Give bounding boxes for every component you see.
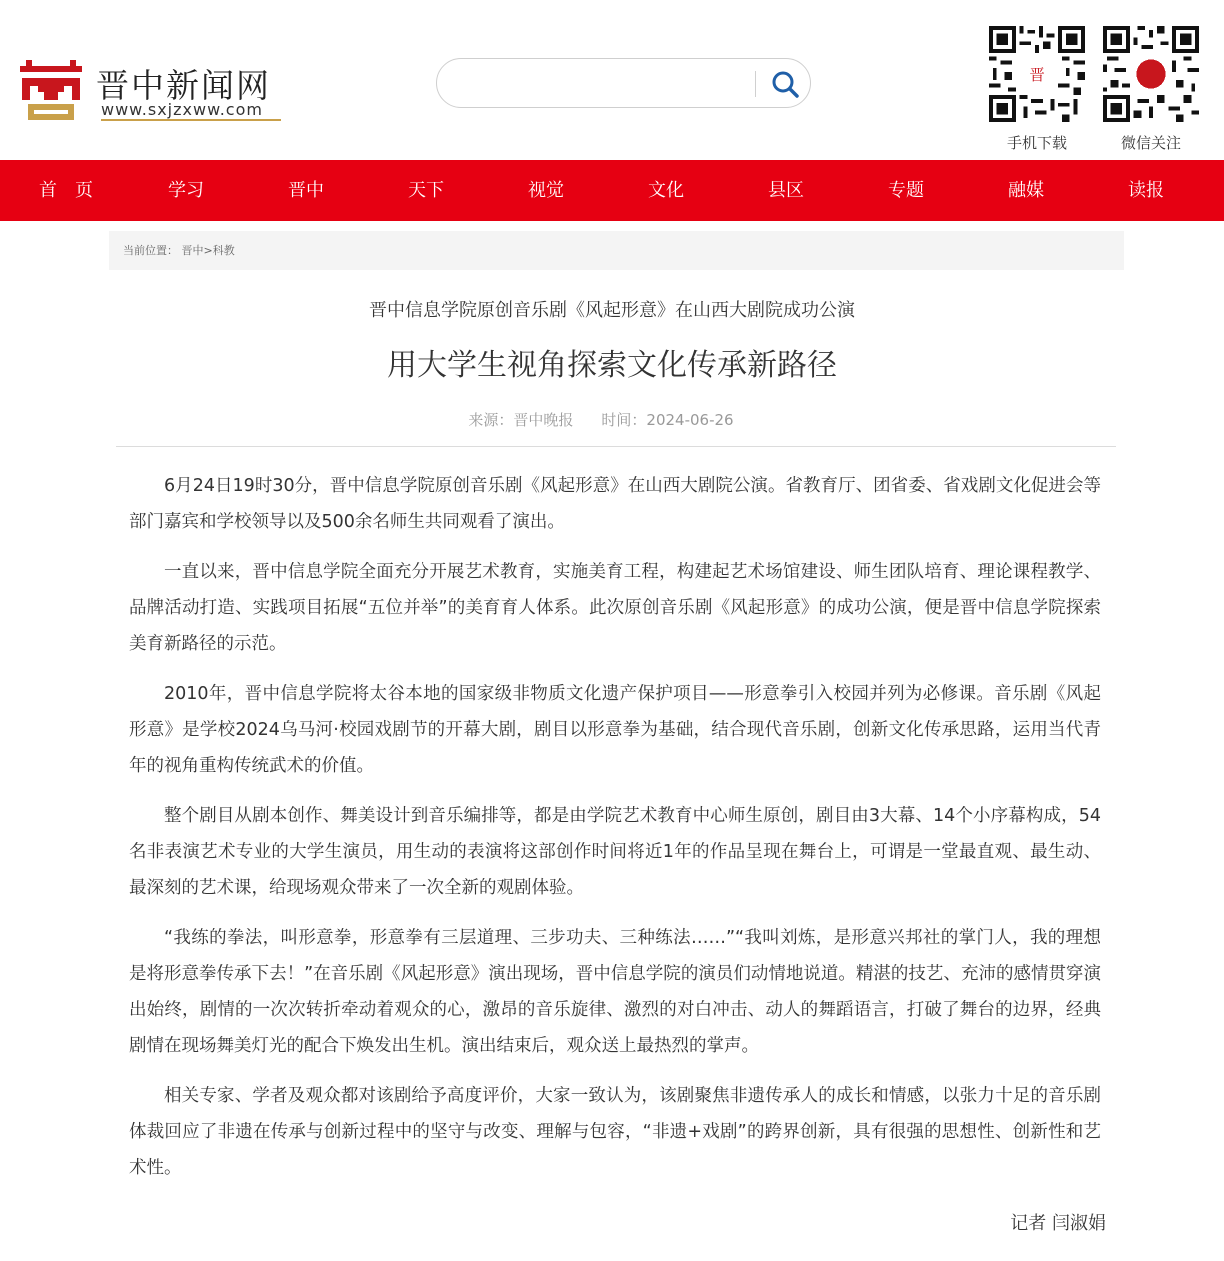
- breadcrumb-label: 当前位置：: [123, 244, 178, 257]
- article-subtitle: 晋中信息学院原创音乐剧《风起形意》在山西大剧院成功公演: [369, 300, 855, 321]
- breadcrumb-path[interactable]: 晋中>科教: [181, 244, 235, 257]
- article-paragraph: 相关专家、学者及观众都对该剧给予高度评价，大家一致认为，该剧聚焦非遗传承人的成长和情感，以张力十足的音乐剧体裁回应了非遗在传承与创新过程中的坚守与改变、理解与包容，“非遗+戏剧”的跨界创新，具有很强的思想性、创新性和艺术性。: [129, 1086, 1101, 1178]
- search-box: [436, 58, 811, 108]
- site-header: [0, 0, 1224, 160]
- nav-item-epaper[interactable]: 读报: [1128, 180, 1164, 201]
- nav-item-topics[interactable]: 专题: [888, 180, 924, 201]
- site-url: www.sxjzxww.com: [101, 100, 263, 119]
- logo-underline: [101, 119, 281, 121]
- divider: [116, 446, 1116, 447]
- nav-item-study[interactable]: 学习: [168, 180, 204, 201]
- site-logo[interactable]: [16, 58, 286, 122]
- main-nav: [0, 160, 1224, 221]
- qr-code-icon: [989, 26, 1085, 122]
- search-divider: [755, 71, 756, 97]
- nav-item-media[interactable]: 融媒: [1008, 180, 1044, 201]
- article-body: [129, 468, 1101, 1200]
- qr-label-app: 手机下载: [1006, 134, 1067, 152]
- article-paragraph: “我练的拳法，叫形意拳，形意拳有三层道理、三步功夫、三种练法……”“我叫刘炼，是形意兴邦社的掌门人，我的理想是将形意拳传承下去！”在音乐剧《风起形意》演出现场，晋中信息学院的演员们动情地说道。精湛的技艺、充沛的感情贯穿演出始终，剧情的一次次转折牵动着观众的心，激昂的音乐旋律、激烈的对白冲击、动人的舞蹈语言，打破了舞台的边界，经典剧情在现场舞美灯光的配合下焕发出生机。演出结束后，观众送上最热烈的掌声。: [129, 928, 1101, 1056]
- article-paragraph: 2010年，晋中信息学院将太谷本地的国家级非物质文化遗产保护项目——形意拳引入校园并列为必修课。音乐剧《风起形意》是学校2024乌马河·校园戏剧节的开幕大剧，剧目以形意拳为基础，结合现代音乐剧，创新文化传承思路，运用当代青年的视角重构传统武术的价值。: [129, 684, 1101, 776]
- logo-mark-icon: [16, 58, 86, 122]
- nav-item-culture[interactable]: 文化: [648, 180, 684, 201]
- article-paragraph: 整个剧目从剧本创作、舞美设计到音乐编排等，都是由学院艺术教育中心师生原创，剧目由3大幕、14个小序幕构成，54名非表演艺术专业的大学生演员，用生动的表演将这部创作时间将近1年的作品呈现在舞台上，可谓是一堂最直观、最生动、最深刻的艺术课，给现场观众带来了一次全新的观剧体验。: [129, 806, 1101, 898]
- article-title: 用大学生视角探索文化传承新路径: [387, 348, 837, 383]
- article-reporter: 记者 闫淑娟: [1010, 1213, 1106, 1234]
- search-button[interactable]: [767, 67, 803, 101]
- article-meta: [0, 409, 1202, 430]
- article-time: 时间：2024-06-26: [601, 411, 734, 429]
- qr-label-wechat: 微信关注: [1120, 134, 1181, 152]
- article-paragraph: 6月24日19时30分，晋中信息学院原创音乐剧《风起形意》在山西大剧院公演。省教育厅、团省委、省戏剧文化促进会等部门嘉宾和学校领导以及500余名师生共同观看了演出。: [129, 476, 1101, 532]
- nav-item-jinzhong[interactable]: 晋中: [288, 180, 324, 201]
- search-icon: [767, 67, 803, 101]
- search-input[interactable]: [457, 69, 757, 99]
- nav-item-visual[interactable]: 视觉: [528, 180, 564, 201]
- article-source: 来源：晋中晚报: [468, 411, 574, 429]
- nav-item-home[interactable]: 首 页: [39, 180, 93, 201]
- svg-text:晋: 晋: [1029, 65, 1045, 84]
- qr-code-icon: [1103, 26, 1199, 122]
- breadcrumb: [109, 231, 1124, 270]
- nav-item-counties[interactable]: 县区: [768, 180, 804, 201]
- nav-item-world[interactable]: 天下: [408, 180, 444, 201]
- site-name: 晋中新闻网: [96, 66, 271, 105]
- article-paragraph: 一直以来，晋中信息学院全面充分开展艺术教育，实施美育工程，构建起艺术场馆建设、师生团队培育、理论课程教学、品牌活动打造、实践项目拓展“五位并举”的美育育人体系。此次原创音乐剧《风起形意》的成功公演，便是晋中信息学院探索美育新路径的示范。: [129, 562, 1101, 654]
